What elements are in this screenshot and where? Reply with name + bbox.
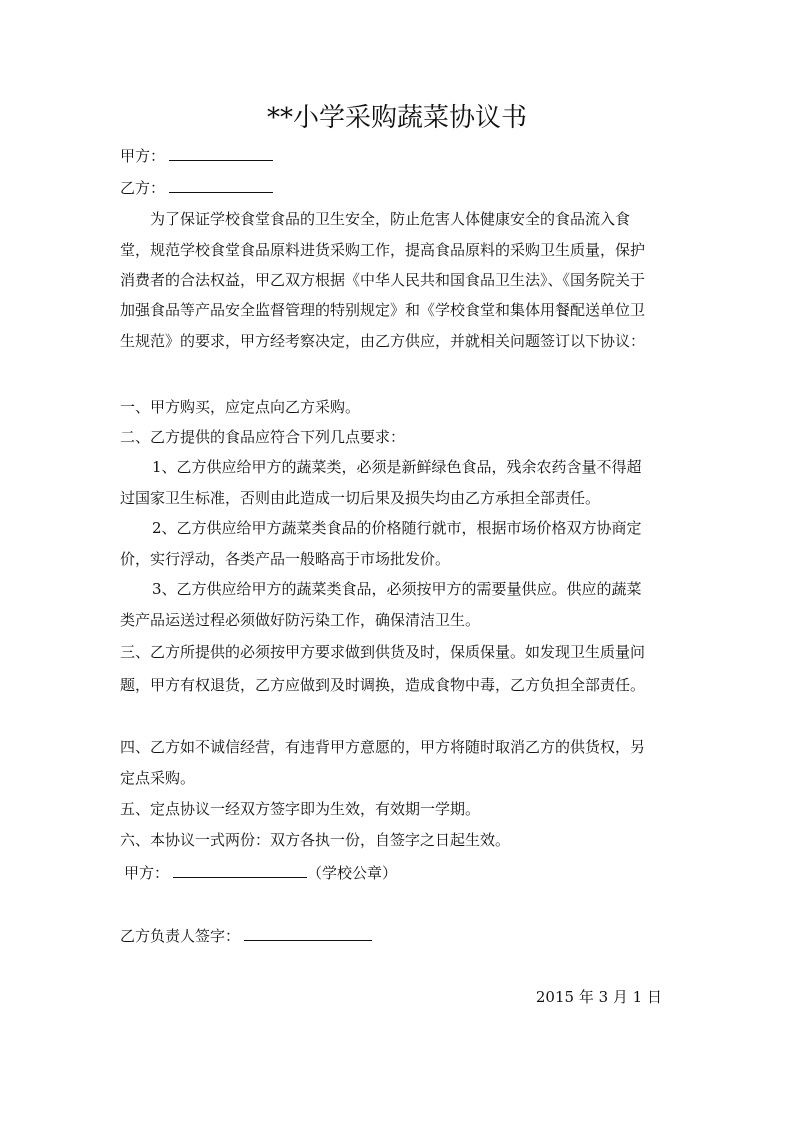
clause-6: 六、本协议一式两份：双方各执一份，自签字之日起生效。 xyxy=(120,831,511,849)
clause-2-1-line-1: 1、乙方供应给甲方的蔬菜类，必须是新鲜绿色食品，残余农药含量不得超 xyxy=(152,458,642,476)
clause-3-line-1: 三、乙方所提供的必须按甲方要求做到供货及时，保质保量。如发现卫生质量问 xyxy=(120,643,646,661)
clause-2-2-line-1: 2、乙方供应给甲方蔬菜类食品的价格随行就市，根据市场价格双方协商定 xyxy=(152,519,642,537)
sign-a-note: （学校公章） xyxy=(307,864,398,882)
preamble-line-2: 堂，规范学校食堂食品原料进货采购工作，提高食品原料的采购卫生质量，保护 xyxy=(120,241,646,259)
sign-b-line xyxy=(120,923,372,948)
preamble-line-5: 生规范》的要求，甲方经考察决定，由乙方供应，并就相关问题签订以下协议： xyxy=(120,332,646,350)
clause-2-3-line-2: 类产品运送过程必须做好防污染工作，确保清洁卫生。 xyxy=(120,611,481,629)
party-a-blank[interactable] xyxy=(169,143,273,161)
party-b-line xyxy=(120,175,273,200)
clause-4-line-1: 四、乙方如不诚信经营，有违背甲方意愿的，甲方将随时取消乙方的供货权，另 xyxy=(120,738,646,756)
sign-b-blank[interactable] xyxy=(244,923,372,941)
party-a-label: 甲方： xyxy=(120,147,166,165)
agreement-date: 2015 年 3 月 1 日 xyxy=(535,988,662,1006)
party-b-blank[interactable] xyxy=(169,175,273,193)
party-a-line xyxy=(120,143,273,168)
clause-3-line-2: 题，甲方有权退货，乙方应做到及时调换，造成食物中毒，乙方负担全部责任。 xyxy=(120,676,646,694)
preamble-line-1: 为了保证学校食堂食品的卫生安全，防止危害人体健康安全的食品流入食 xyxy=(150,210,631,228)
clause-2: 二、乙方提供的食品应符合下列几点要求： xyxy=(120,428,406,446)
document-title: **小学采购蔬菜协议书 xyxy=(266,103,527,133)
sign-a-label: 甲方： xyxy=(124,864,170,882)
clause-2-3-line-1: 3、乙方供应给甲方的蔬菜类食品，必须按甲方的需要量供应。供应的蔬菜 xyxy=(152,580,642,598)
clause-1: 一、甲方购买，应定点向乙方采购。 xyxy=(120,398,361,416)
sign-a-line xyxy=(124,860,397,885)
preamble-line-4: 加强食品等产品安全监督管理的特别规定》和《学校食堂和集体用餐配送单位卫 xyxy=(120,301,646,319)
preamble-line-3: 消费者的合法权益，甲乙双方根据《中华人民共和国食品卫生法》、《国务院关于 xyxy=(120,271,646,289)
sign-b-label: 乙方负责人签字： xyxy=(120,927,241,945)
clause-2-1-line-2: 过国家卫生标准，否则由此造成一切后果及损失均由乙方承担全部责任。 xyxy=(120,489,601,507)
clause-5: 五、定点协议一经双方签字即为生效，有效期一学期。 xyxy=(120,800,481,818)
clause-2-2-line-2: 价，实行浮动，各类产品一般略高于市场批发价。 xyxy=(120,550,451,568)
sign-a-blank[interactable] xyxy=(173,860,307,878)
clause-4-line-2: 定点采购。 xyxy=(120,769,196,787)
party-b-label: 乙方： xyxy=(120,179,166,197)
